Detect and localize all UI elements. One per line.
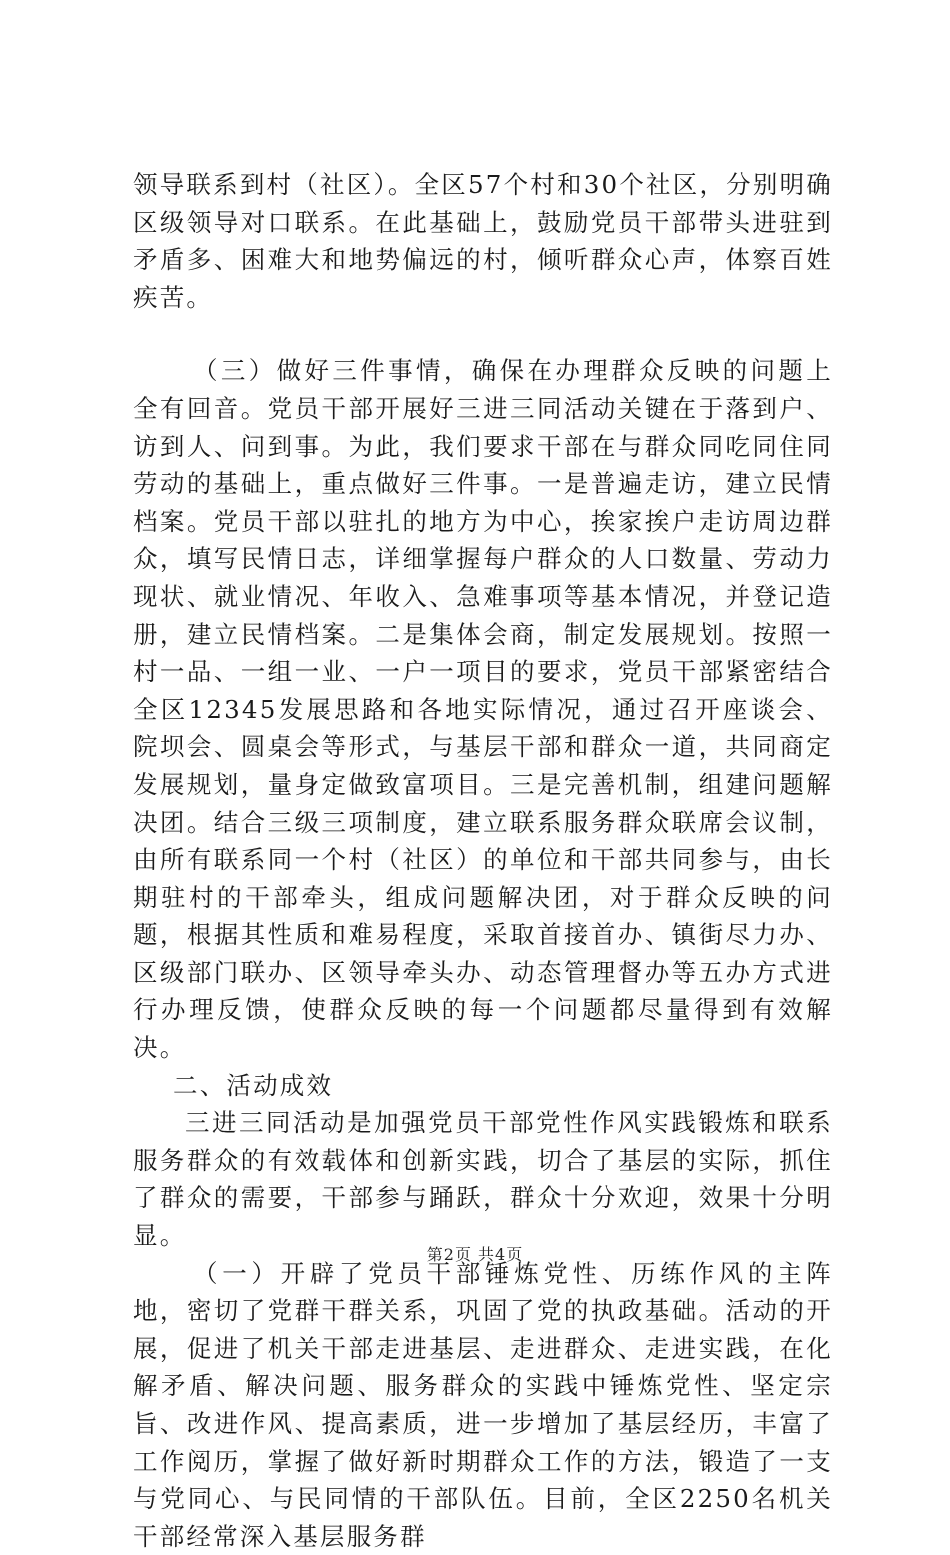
paragraph-gap [133, 316, 833, 352]
document-body [133, 166, 833, 1555]
page-number-footer: 第2页 共4页 [426, 1245, 524, 1264]
paragraph-result-one: （一）开辟了党员干部锤炼党性、历练作风的主阵地，密切了党群干群关系，巩固了党的执政基础。活动的开展，促进了机关干部走进基层、走进群众、走进实践，在化解矛盾、解决问题、服务群众的实践中锤炼党性、坚定宗旨、改进作风、提高素质，进一步增加了基层经历，丰富了工作阅历，掌握了做好新时期群众工作的方法，锻造了一支与党同心、与民同情的干部队伍。目前，全区2250名机关干部经常深入基层服务群 [133, 1258, 833, 1551]
paragraph-continuation: 领导联系到村（社区）。全区57个村和30个社区，分别明确区级领导对口联系。在此基础上，鼓励党员干部带头进驻到矛盾多、困难大和地势偏远的村，倾听群众心声，体察百姓疾苦。 [133, 170, 833, 312]
paragraph-section-three: （三）做好三件事情，确保在办理群众反映的问题上全有回音。党员干部开展好三进三同活动关键在于落到户、访到人、问到事。为此，我们要求干部在与群众同吃同住同劳动的基础上，重点做好三件事。一是普遍走访，建立民情档案。党员干部以驻扎的地方为中心，挨家挨户走访周边群众，填写民情日志，详细掌握每户群众的人口数量、劳动力现状、就业情况、年收入、急难事项等基本情况，并登记造册，建立民情档案。二是集体会商，制定发展规划。按照一村一品、一组一业、一户一项目的要求，党员干部紧密结合全区12345发展思路和各地实际情况，通过召开座谈会、院坝会、圆桌会等形式，与基层干部和群众一道，共同商定发展规划，量身定做致富项目。三是完善机制，组建问题解决团。结合三级三项制度，建立联系服务群众联席会议制，由所有联系同一个村（社区）的单位和干部共同参与，由长期驻村的干部牵头，组成问题解决团，对于群众反映的问题，根据其性质和难易程度，采取首接首办、镇街尽力办、区级部门联办、区领导牵头办、动态管理督办等五办方式进行办理反馈，使群众反映的每一个问题都尽量得到有效解决。 [133, 356, 833, 1063]
paragraph-results-intro: 三进三同活动是加强党员干部党性作风实践锻炼和联系服务群众的有效载体和创新实践，切合了基层的实际，抓住了群众的需要，干部参与踊跃，群众十分欢迎，效果十分明显。 [133, 1108, 833, 1251]
heading-activity-results: 二、活动成效 [173, 1070, 334, 1100]
